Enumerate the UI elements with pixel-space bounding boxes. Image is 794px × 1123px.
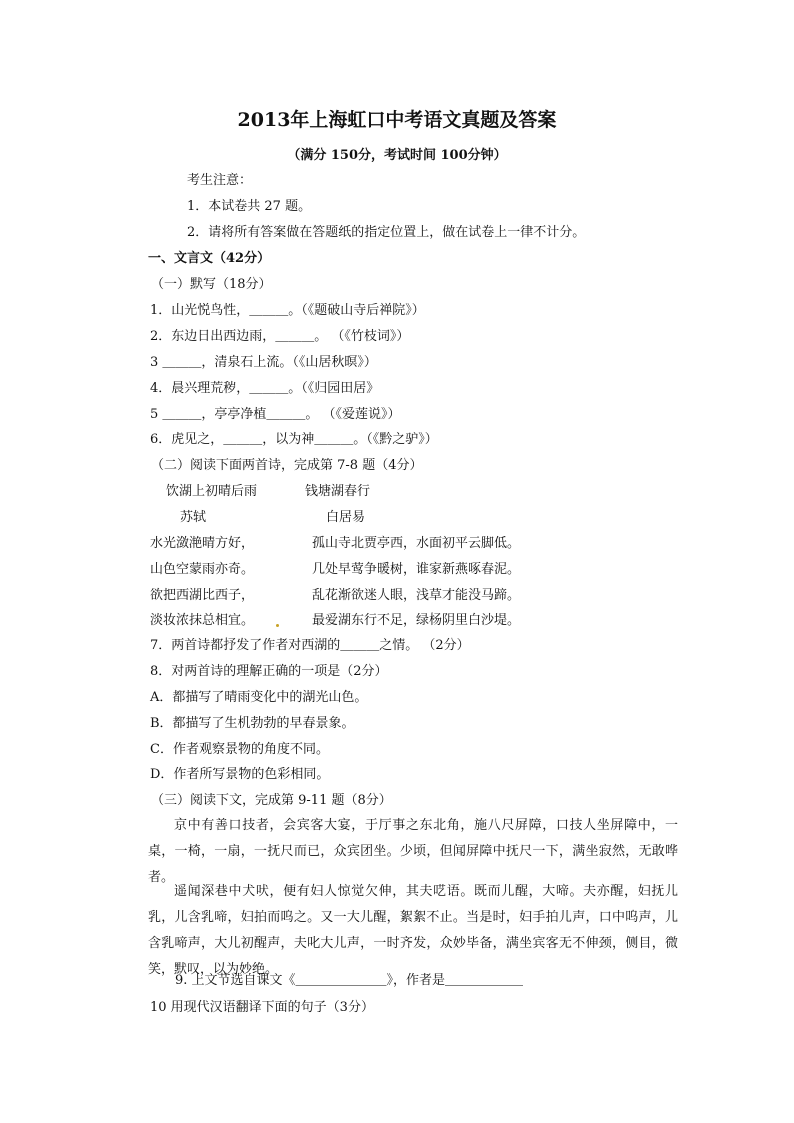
question-item: 3 ＿＿＿，清泉石上流。（《山居秋暝》） [150, 355, 377, 370]
poem2-author: 白居易 [326, 510, 366, 525]
question-item: 10 用现代汉语翻译下面的句子（3分） [150, 1000, 374, 1015]
part-heading: （一）默写（18分） [151, 277, 272, 292]
poem1-title: 饮湖上初晴后雨 [166, 484, 258, 499]
notice-heading: 考生注意： [187, 173, 253, 188]
question-item: 2．东边日出西边雨，＿＿＿。 （《竹枝词》） [150, 329, 410, 344]
poem1-line: 淡妆浓抹总相宜。 [150, 613, 255, 628]
question-item: 9. 上文节选自课文《＿＿＿＿＿＿＿》，作者是＿＿＿＿＿＿ [175, 973, 524, 988]
poem1-line: 山色空蒙雨亦奇。 [150, 562, 255, 577]
reading-paragraph: 遥闻深巷中犬吠，便有妇人惊觉欠伸，其夫呓语。既而儿醒，大啼。夫亦醒，妇抚儿乳，儿含乳啼，妇拍而呜之。又一大儿醒，絮絮不止。当是时，妇手拍儿声，口中呜声，儿含乳啼声，大儿初醒声，夫叱大儿声，一时齐发，众妙毕备，满坐宾客无不伸颈，侧目，微笑，默叹，以为妙绝。 [148, 884, 678, 977]
poem2-line: 乱花渐欲迷人眼，浅草才能没马蹄。 [312, 588, 521, 603]
notice-item: 1．本试卷共 27 题。 [187, 199, 312, 214]
poem2-line: 几处早莺争暖树，谁家新燕啄春泥。 [312, 562, 521, 577]
notice-item: 2．请将所有答案做在答题纸的指定位置上，做在试卷上一律不计分。 [187, 225, 586, 240]
poem2-line: 孤山寺北贾亭西，水面初平云脚低。 [312, 536, 521, 551]
question-item: 4．晨兴理荒秽，＿＿＿。（《归园田居》 [150, 381, 380, 396]
page-title: 2013年上海虹口中考语文真题及答案 [237, 109, 557, 131]
question-item: 5 ＿＿＿，亭亭净植＿＿＿。 （《爱莲说》） [150, 407, 401, 422]
part-heading: （二）阅读下面两首诗，完成第 7-8 题（4分） [151, 458, 423, 473]
answer-option: C．作者观察景物的角度不同。 [150, 742, 329, 757]
poem1-line: 水光潋滟晴方好， [150, 536, 255, 551]
section-heading: 一、文言文（42分） [148, 251, 271, 266]
poem1-author: 苏轼 [180, 510, 207, 525]
poem2-title: 钱塘湖春行 [305, 484, 371, 499]
part-heading: （三）阅读下文，完成第 9-11 题（8分） [151, 793, 392, 808]
reading-paragraph: 京中有善口技者，会宾客大宴，于厅事之东北角，施八尺屏障，口技人坐屏障中，一桌，一椅，一扇，一抚尺而已，众宾团坐。少顷，但闻屏障中抚尺一下，满坐寂然，无敢哗者。 [148, 818, 678, 885]
question-item: 6．虎见之，＿＿＿，以为神＿＿＿。（《黔之驴》） [150, 432, 438, 447]
question-item: 8．对两首诗的理解正确的一项是（2分） [150, 664, 388, 679]
answer-option: B．都描写了生机勃勃的早春景象。 [150, 716, 355, 731]
question-item: 1．山光悦鸟性，＿＿＿。（《题破山寺后禅院》） [150, 303, 425, 318]
poem1-line: 欲把西湖比西子， [150, 588, 255, 603]
exam-subtitle: （满分 150分，考试时间 100分钟） [287, 148, 507, 163]
answer-option: D．作者所写景物的色彩相同。 [150, 767, 330, 782]
stray-mark [276, 624, 279, 627]
poem2-line: 最爱湖东行不足，绿杨阴里白沙堤。 [312, 613, 521, 628]
answer-option: A．都描写了晴雨变化中的湖光山色。 [150, 690, 368, 705]
question-item: 7．两首诗都抒发了作者对西湖的＿＿＿之情。 （2分） [150, 638, 470, 653]
